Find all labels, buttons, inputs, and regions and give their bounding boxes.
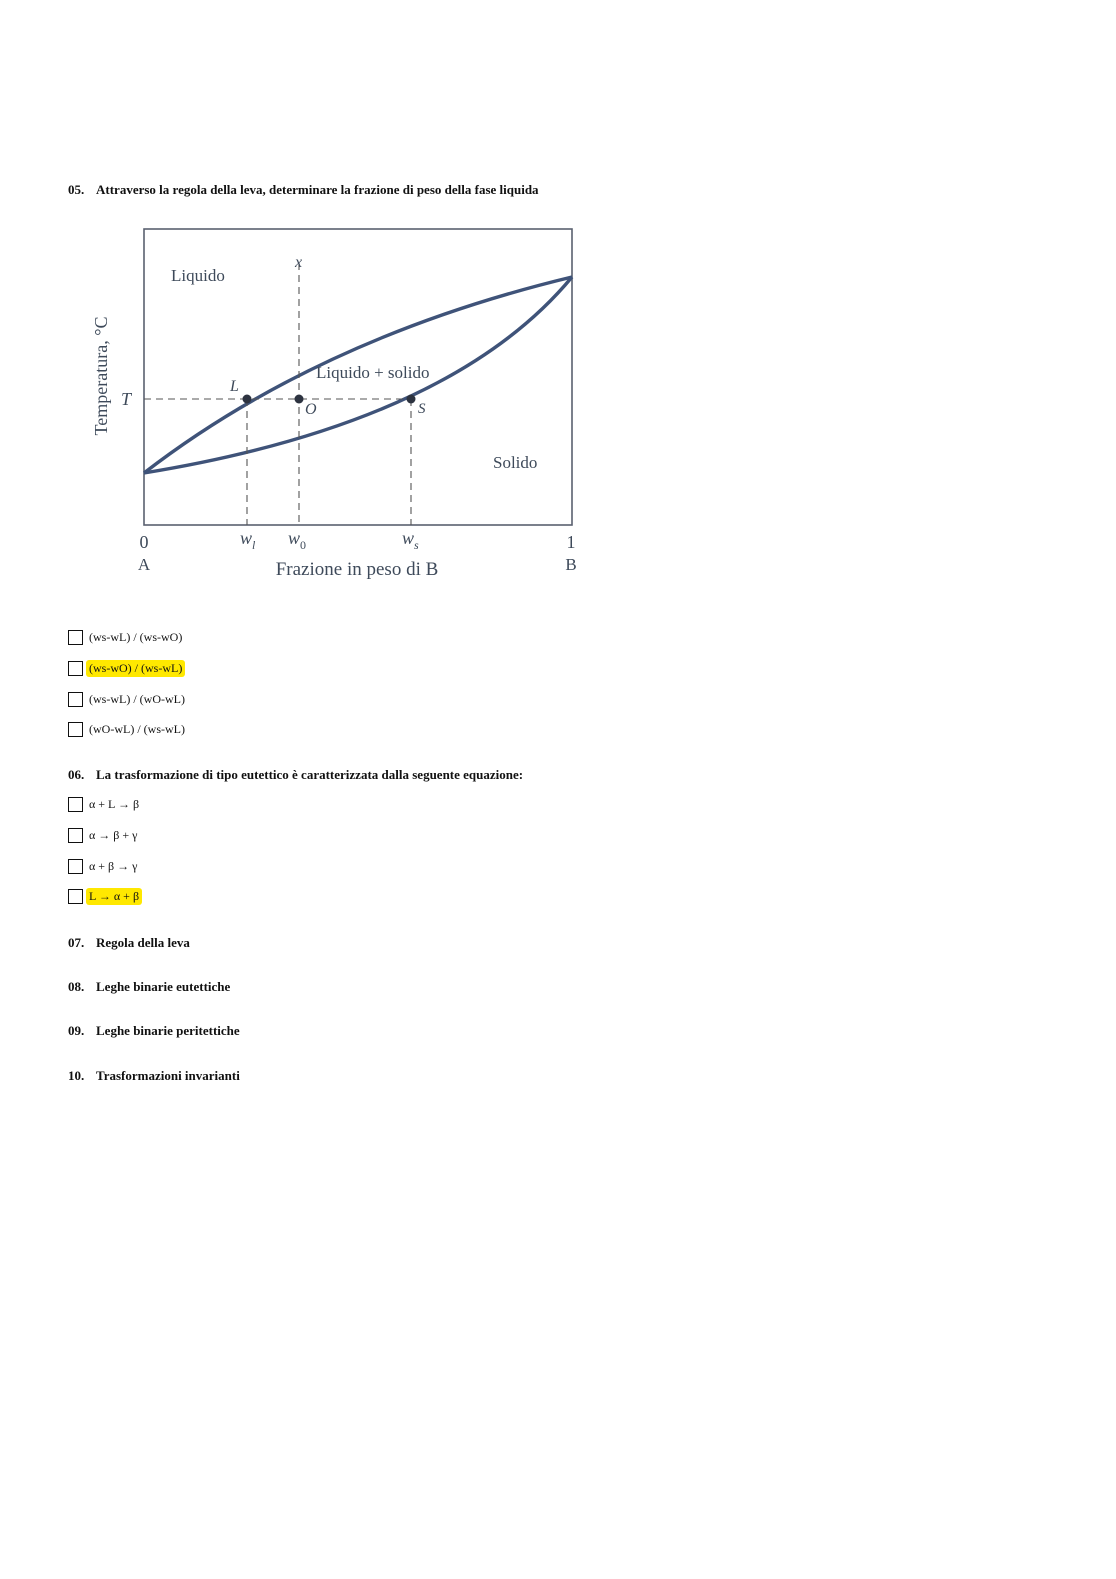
question-text: Leghe binarie peritettiche — [96, 1023, 240, 1038]
point-S-label: S — [418, 401, 426, 417]
question-text: La trasformazione di tipo eutettico è caratterizzata dalla seguente equazione: — [96, 767, 524, 782]
region-solid-label: Solido — [493, 453, 538, 472]
q06-option-3[interactable] — [68, 857, 140, 875]
question-text: Attraverso la regola della leva, determinare la frazione di peso della fase liquida — [96, 182, 539, 197]
component-A-label: A — [137, 555, 151, 574]
region-two-phase-label: Liquido + solido — [316, 363, 430, 382]
temp-mark-label: T — [121, 389, 132, 409]
option-text-highlighted: (ws-wO) / (ws-wL) — [86, 660, 185, 677]
checkbox[interactable] — [68, 797, 83, 812]
question-text: Regola della leva — [96, 935, 190, 950]
phase-diagram — [80, 218, 600, 588]
checkbox[interactable] — [68, 889, 83, 904]
point-L-marker — [243, 395, 252, 404]
option-text: (ws-wL) / (ws-wO) — [89, 629, 183, 644]
q05-option-4[interactable] — [68, 720, 188, 738]
question-05-title — [68, 182, 539, 198]
q05-option-1[interactable] — [68, 628, 185, 646]
question-08-title — [68, 979, 230, 995]
question-number: 06. — [68, 767, 85, 782]
question-text: Leghe binarie eutettiche — [96, 979, 231, 994]
question-number: 05. — [68, 182, 85, 197]
checkbox[interactable] — [68, 859, 83, 874]
question-number: 08. — [68, 979, 85, 994]
question-06-title — [68, 767, 523, 783]
x-tick-wl: $w_l$ — [240, 528, 256, 552]
question-09-title — [68, 1023, 240, 1039]
option-text: α + L → β — [89, 796, 140, 811]
option-text: (ws-wL) / (wO-wL) — [89, 691, 185, 706]
option-text-highlighted: L → α + β — [86, 888, 142, 905]
checkbox[interactable] — [68, 692, 83, 707]
x-tick-0: 0 — [139, 532, 149, 552]
vertical-line-label: x — [295, 254, 303, 271]
question-number: 09. — [68, 1023, 85, 1038]
x-tick-1: 1 — [566, 532, 576, 552]
point-O-label: O — [305, 401, 317, 418]
point-O-marker — [295, 395, 304, 404]
q06-option-4[interactable] — [68, 887, 142, 905]
question-number: 07. — [68, 935, 85, 950]
point-S-marker — [407, 395, 416, 404]
q05-option-3[interactable] — [68, 690, 188, 708]
checkbox[interactable] — [68, 828, 83, 843]
option-text: α → β + γ — [89, 827, 138, 842]
option-text: α + β → γ — [89, 858, 138, 873]
x-tick-w0: $w_0$ — [288, 528, 307, 552]
x-tick-ws: $w_s$ — [402, 528, 419, 552]
question-text: Trasformazioni invarianti — [96, 1068, 240, 1083]
region-liquid-label: Liquido — [171, 266, 225, 285]
option-text: (wO-wL) / (ws-wL) — [89, 721, 185, 736]
question-07-title — [68, 935, 190, 951]
question-number: 10. — [68, 1068, 85, 1083]
q06-option-2[interactable] — [68, 826, 140, 844]
component-B-label: B — [565, 555, 577, 574]
checkbox[interactable] — [68, 630, 83, 645]
point-L-label: L — [230, 378, 239, 395]
question-10-title — [68, 1068, 240, 1084]
checkbox[interactable] — [68, 722, 83, 737]
q06-option-1[interactable] — [68, 795, 142, 813]
y-axis-label: Temperatura, °C — [91, 316, 111, 436]
checkbox[interactable] — [68, 661, 83, 676]
q05-option-2[interactable] — [68, 659, 185, 677]
x-axis-label: Frazione in peso di B — [275, 559, 439, 580]
